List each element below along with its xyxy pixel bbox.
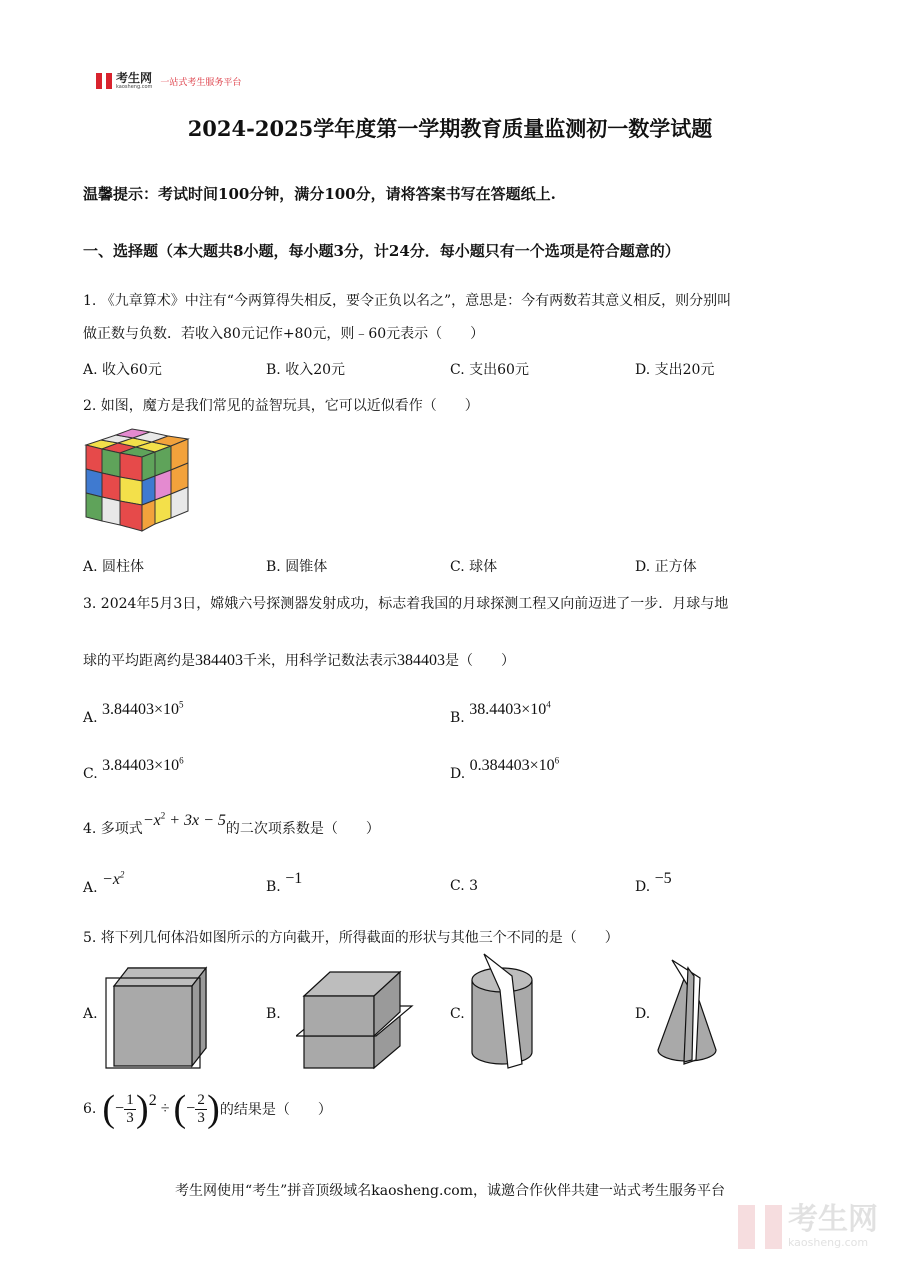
rubiks-cube-image — [80, 425, 192, 535]
q4-option-d: D. −5 — [635, 870, 672, 895]
q4-option-c: C. 3 — [450, 878, 479, 894]
q2-line1: 2. 如图，魔方是我们常见的益智玩具，它可以近似看作（ ） — [83, 398, 479, 414]
q1-line1: 1. 《九章算术》中注有“今两算得失相反，要令正负以名之”，意思是：今有两数若其意义相反，则分别叫 — [83, 293, 732, 309]
brand-logo — [96, 72, 241, 90]
section-heading: 一、选择题（本大题共8小题，每小题3分，计24分．每小题只有一个选项是符合题意的） — [83, 242, 680, 260]
q3-number: 384403 — [195, 652, 243, 669]
watermark-logo-icon — [738, 1205, 782, 1249]
q1-option-b: B. 收入20元 — [266, 362, 346, 378]
brand-domain: kaosheng.com — [116, 84, 153, 90]
q5-figure-box-horizontal-cut — [296, 966, 416, 1070]
q5-line1: 5. 将下列几何体沿如图所示的方向截开，所得截面的形状与其他三个不同的是（ ） — [83, 930, 619, 946]
q1-option-a: A. 收入60元 — [83, 362, 162, 378]
q3-option-b: B. $38.4403\times 10^4$ — [450, 700, 551, 727]
q1-line2: 做正数与负数．若收入80元记作+80元，则﹣60元表示（ ） — [83, 326, 485, 342]
brand-name: 考生网 — [116, 71, 153, 85]
q2-option-a: A. 圆柱体 — [83, 559, 145, 575]
brand-slogan: 一站式考生服务平台 — [160, 77, 242, 88]
q1-option-c: C. 支出60元 — [450, 362, 529, 378]
q5-option-b-label: B. — [266, 1006, 281, 1022]
q4-expression: $-x^2 + 3x - 5$ — [142, 810, 226, 829]
q5-figure-cone-vertical-cut — [654, 956, 720, 1068]
q6-fraction-2: $\frac{2}{3}$ — [195, 1092, 207, 1127]
q3-option-d: D. $0.384403\times 10^6$ — [450, 756, 560, 783]
watermark: 考生网 kaosheng.com — [738, 1204, 878, 1249]
q3-line2: 球的平均距离约是384403千米，用科学记数法表示384403是（ ） — [83, 652, 515, 669]
q6-line: 6. ( − $\frac{1}{3}$ ) 2 ÷ ( − $\frac{2}{3}$ ) 的结果是（ ） — [83, 1088, 332, 1130]
q3-option-c: C. $3.84403\times 10^6$ — [83, 756, 184, 783]
q5-figure-cube-vertical-cut — [104, 964, 214, 1070]
q2-option-d: D. 正方体 — [635, 559, 697, 575]
q3-number-2: 384403 — [397, 652, 445, 669]
q4-option-a: A. $-x^2$ — [83, 870, 125, 897]
q4-line: 4. 多项式$-x^2 + 3x - 5$的二次项系数是（ ） — [83, 810, 380, 837]
q2-option-b: B. 圆锥体 — [266, 559, 328, 575]
q1-option-d: D. 支出20元 — [635, 362, 715, 378]
q3-line1: 3. 2024年5月3日，嫦娥六号探测器发射成功，标志着我国的月球探测工程又向前迈进了一步．月球与地 — [83, 596, 729, 612]
q3-option-a: A. $3.84403\times 10^5$ — [83, 700, 184, 727]
q5-option-a-label: A. — [83, 1006, 98, 1022]
exam-title: 2024-2025学年度第一学期教育质量监测初一数学试题 — [187, 116, 713, 141]
q5-option-d-label: D. — [635, 1006, 651, 1022]
page-footer: 考生网使用“考生”拼音顶级域名kaosheng.com，诚邀合作伙伴共建一站式考生服务平台 — [174, 1183, 726, 1199]
exam-tip: 温馨提示：考试时间100分钟，满分100分，请将答案书写在答题纸上. — [83, 185, 556, 203]
q6-fraction-1: $\frac{1}{3}$ — [124, 1092, 136, 1127]
q4-option-b: B. −1 — [266, 870, 303, 895]
brand-logo-icon — [96, 73, 112, 89]
q5-figure-cylinder-vertical-cut — [464, 952, 538, 1070]
q2-option-c: C. 球体 — [450, 559, 498, 575]
q5-option-c-label: C. — [450, 1006, 465, 1022]
